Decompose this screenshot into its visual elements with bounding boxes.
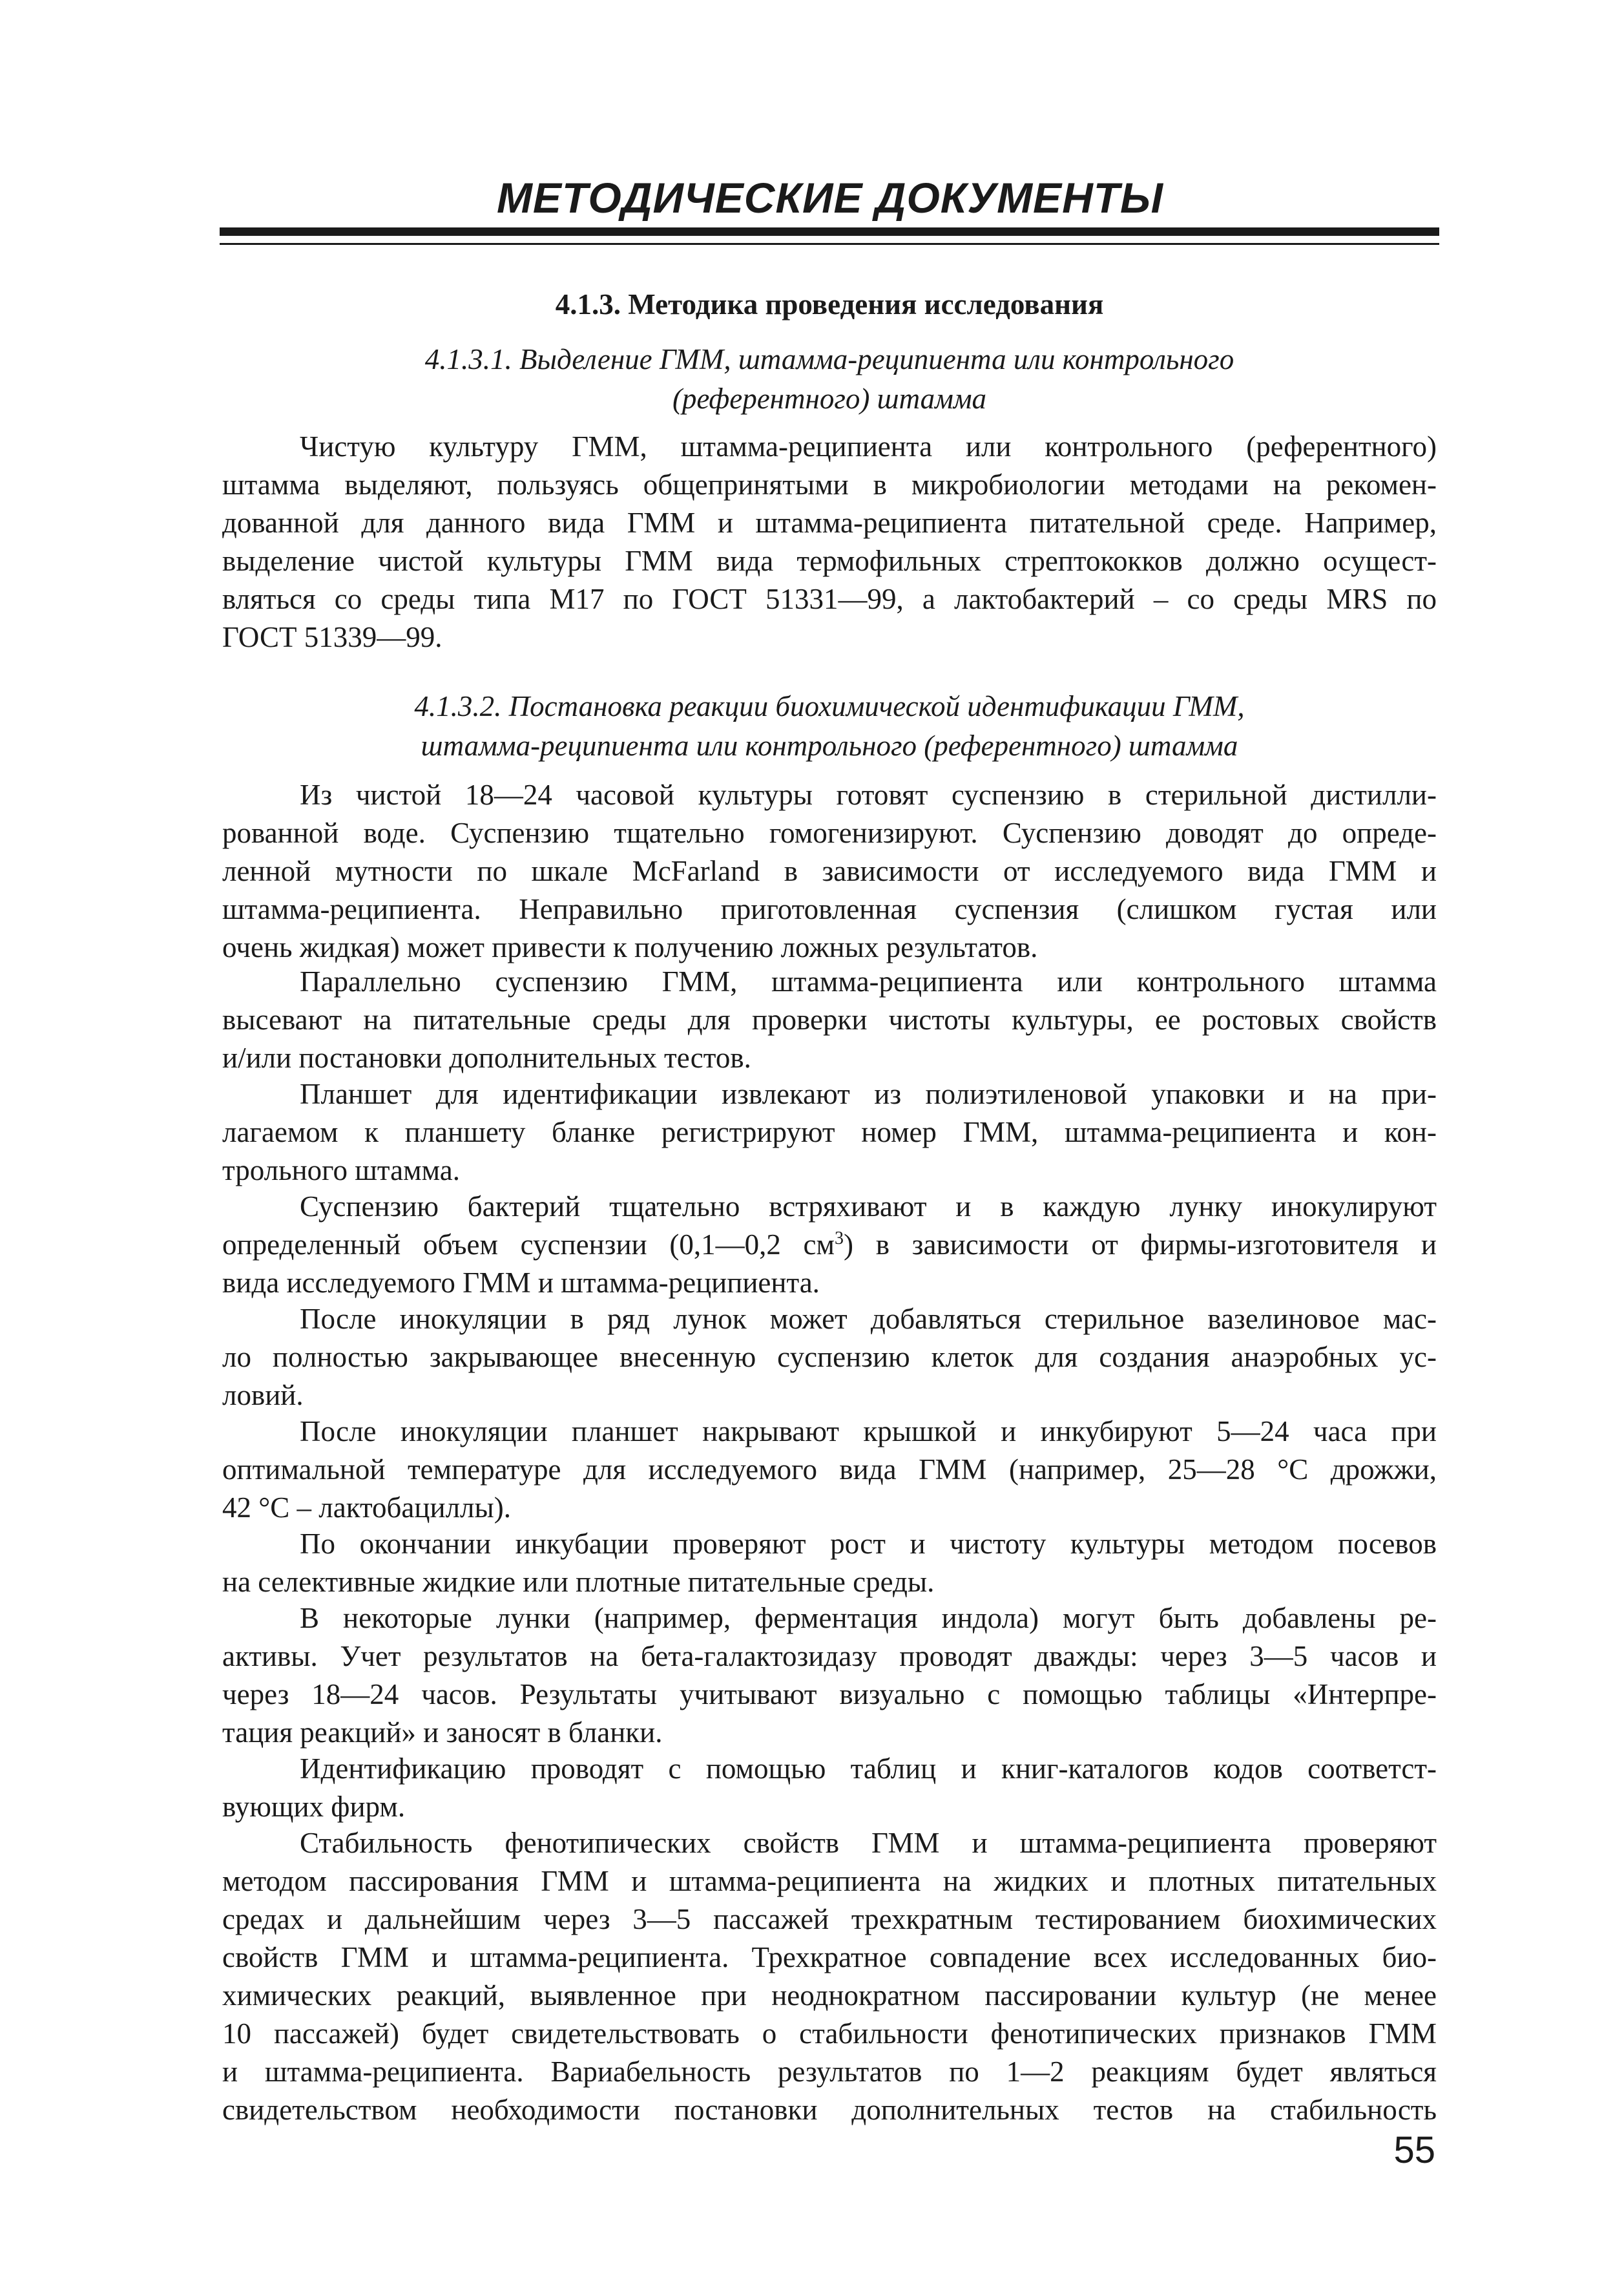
paragraph-line: методом пассирования ГММ и штамма-реципиента на жидких и плотных питательных (222, 1865, 1437, 1897)
section-heading: 4.1.3. Методика проведения исследования (555, 288, 1104, 321)
paragraph-line: вида исследуемого ГММ и штамма-реципиента. (222, 1267, 820, 1299)
paragraph-line: высевают на питательные среды для проверки чистоты культуры, ее ростовых свойств (222, 1004, 1437, 1036)
subsection-heading-line: (референтного) штамма (672, 383, 987, 415)
paragraph-parallel-seeding (222, 963, 1437, 1077)
subsection-heading-4-1-3-1 (220, 340, 1439, 419)
paragraph-line: Планшет для идентификации извлекают из полиэтиленовой упаковки и на при- (300, 1078, 1437, 1110)
paragraph-line: очень жидкая) может привести к получению ложных результатов. (222, 931, 1038, 963)
paragraph-suspension (222, 776, 1437, 967)
paragraph-purity-check (222, 1525, 1437, 1601)
paragraph-line: штамма выделяют, пользуясь общепринятыми в микробиологии методами на рекомен- (222, 468, 1437, 501)
paragraph-line: и штамма-реципиента. Вариабельность результатов по 1—2 реакциям будет являться (222, 2055, 1437, 2088)
subsection-heading-line: штамма-реципиента или контрольного (референтного) штамма (421, 730, 1238, 762)
paragraph-line: вляться со среды типа М17 по ГОСТ 51331—99, а лактобактерий – со среды MRS по (222, 583, 1437, 615)
paragraph-line: химических реакций, выявленное при неоднократном пассировании культур (не менее (222, 1979, 1437, 2012)
paragraph-line: на селективные жидкие или плотные питательные среды. (222, 1566, 935, 1598)
page-number: 55 (1393, 2129, 1435, 2171)
header-rule-thin (220, 243, 1439, 245)
paragraph-line: Суспензию бактерий тщательно встряхивают и в каждую лунку инокулируют (300, 1190, 1437, 1223)
volume-text: определенный объем суспензии (0,1—0,2 см (222, 1228, 835, 1261)
paragraph-plate-registration (222, 1075, 1437, 1190)
paragraph-line (222, 1226, 1437, 1264)
subsection-heading-line: 4.1.3.2. Постановка реакции биохимической идентификации ГММ, (414, 690, 1245, 722)
paragraph-line: ГОСТ 51339—99. (222, 621, 442, 653)
paragraph-line: дованной для данного вида ГММ и штамма-реципиента питательной среде. Например, (222, 507, 1437, 539)
paragraph-vaseline-oil (222, 1300, 1437, 1414)
header-rule-thick (220, 227, 1439, 236)
paragraph-line: свидетельством необходимости постановки дополнительных тестов на стабильность (222, 2094, 1437, 2126)
paragraph-line: 42 °С – лактобациллы). (222, 1491, 511, 1524)
paragraph-line: вующих фирм. (222, 1791, 406, 1823)
paragraph-line: лагаемом к планшету бланке регистрируют номер ГММ, штамма-реципиента и кон- (222, 1116, 1437, 1148)
paragraph-line: По окончании инкубации проверяют рост и чистоту культуры методом посевов (300, 1528, 1437, 1560)
subsection-heading-line: 4.1.3.1. Выделение ГММ, штамма-реципиента или контрольного (424, 343, 1234, 375)
paragraph-line: ло полностью закрывающее внесенную суспензию клеток для создания анаэробных ус- (222, 1341, 1437, 1373)
paragraph-identification (222, 1750, 1437, 1826)
paragraph-line: ленной мутности по шкале McFarland в зависимости от исследуемого вида ГММ и (222, 855, 1437, 887)
paragraph-line: тация реакций» и заносят в бланки. (222, 1716, 663, 1749)
paragraph-line: Идентификацию проводят с помощью таблиц и книг-каталогов кодов соответст- (300, 1752, 1437, 1785)
cubic-superscript: 3 (835, 1228, 844, 1248)
paragraph-line: 10 пассажей) будет свидетельствовать о стабильности фенотипических признаков ГММ (222, 2017, 1437, 2050)
paragraph-line: средах и дальнейшим через 3—5 пассажей трехкратным тестированием биохимических (222, 1903, 1437, 1935)
paragraph-line: Чистую культуру ГММ, штамма-реципиента или контрольного (референтного) (300, 430, 1437, 463)
paragraph-reagents (222, 1599, 1437, 1752)
page-header-title: МЕТОДИЧЕСКИЕ ДОКУМЕНТЫ (496, 174, 1164, 222)
paragraph-line: Параллельно суспензию ГММ, штамма-реципиента или контрольного штамма (300, 965, 1437, 998)
paragraph-line: Стабильность фенотипических свойств ГММ и штамма-реципиента проверяют (300, 1827, 1437, 1859)
paragraph-line: выделение чистой культуры ГММ вида термофильных стрептококков должно осущест- (222, 545, 1437, 577)
paragraph-line: активы. Учет результатов на бета-галактозидазу проводят дважды: через 3—5 часов и (222, 1640, 1437, 1672)
paragraph-line: через 18—24 часов. Результаты учитывают визуально с помощью таблицы «Интерпре- (222, 1678, 1437, 1710)
paragraph-line: После инокуляции планшет накрывают крышкой и инкубируют 5—24 часа при (300, 1415, 1437, 1447)
paragraph-stability (222, 1824, 1437, 2129)
paragraph-incubation (222, 1413, 1437, 1527)
paragraph-line: После инокуляции в ряд лунок может добавляться стерильное вазелиновое мас- (300, 1303, 1437, 1335)
paragraph-line: ловий. (222, 1379, 304, 1411)
paragraph-line: трольного штамма. (222, 1154, 460, 1186)
paragraph-line: и/или постановки дополнительных тестов. (222, 1042, 751, 1074)
paragraph-line: оптимальной температуре для исследуемого вида ГММ (например, 25—28 °С дрожжи, (222, 1453, 1437, 1486)
paragraph-line: штамма-реципиента. Неправильно приготовленная суспензия (слишком густая или (222, 893, 1437, 925)
paragraph-line: рованной воде. Суспензию тщательно гомогенизируют. Суспензию доводят до опреде- (222, 817, 1437, 849)
paragraph-line: свойств ГММ и штамма-реципиента. Трехкратное совпадение всех исследованных био- (222, 1941, 1437, 1973)
paragraph-line: Из чистой 18—24 часовой культуры готовят суспензию в стерильной дистилли- (300, 779, 1437, 811)
paragraph-line: В некоторые лунки (например, ферментация индола) могут быть добавлены ре- (300, 1602, 1437, 1634)
paragraph-inoculation (222, 1188, 1437, 1302)
subsection-heading-4-1-3-2 (220, 687, 1439, 766)
paragraph-pure-culture (222, 428, 1437, 657)
volume-text-rest: ) в зависимости от фирмы-изготовителя и (844, 1228, 1437, 1261)
